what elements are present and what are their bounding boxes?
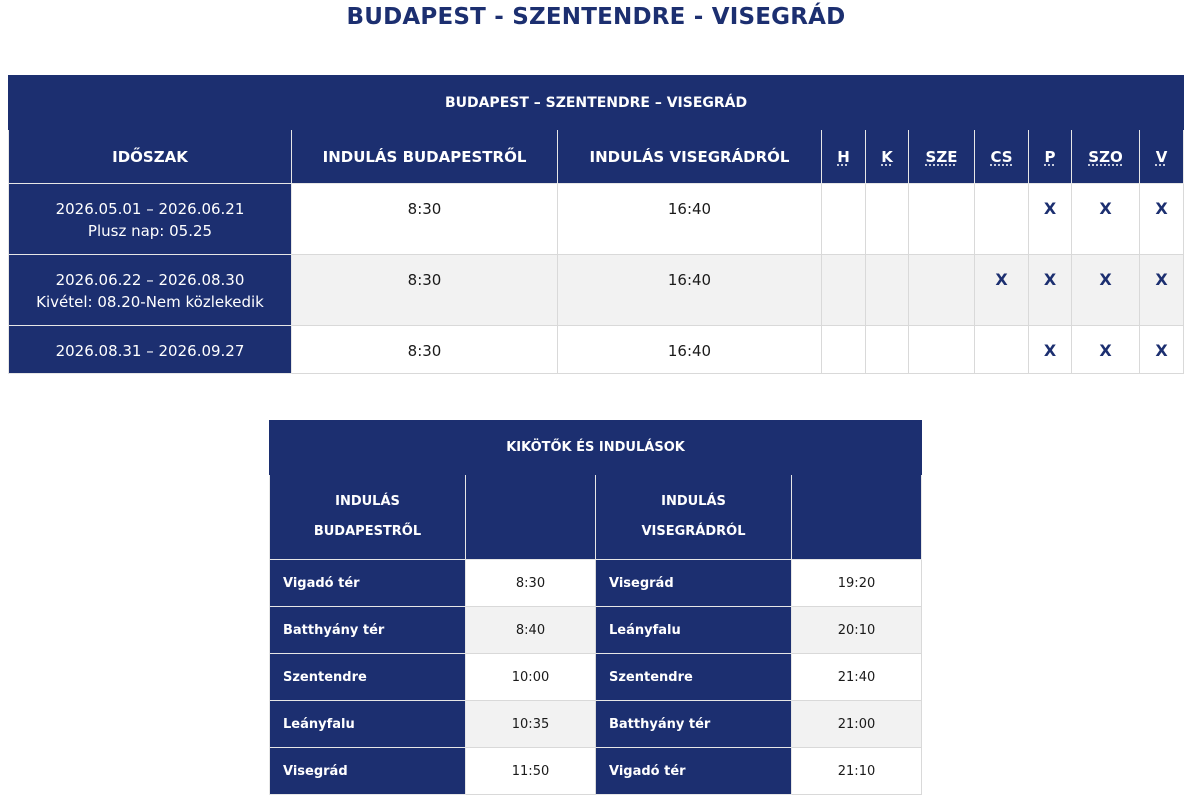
header-day-wednesday[interactable] <box>909 130 975 184</box>
header-day-thursday[interactable] <box>975 130 1029 184</box>
table-row <box>270 560 922 607</box>
period-note: Kivétel: 08.20-Nem közlekedik <box>36 293 264 311</box>
day-mark <box>909 255 975 326</box>
day-mark <box>909 184 975 255</box>
departure-budapest: 8:30 <box>292 326 558 374</box>
out-time: 8:40 <box>466 607 596 654</box>
day-abbr[interactable]: H <box>837 147 850 166</box>
period-cell <box>9 184 292 255</box>
departure-visegrad: 16:40 <box>558 184 822 255</box>
day-mark: X <box>1140 184 1184 255</box>
table-row <box>9 184 1184 255</box>
table-row <box>270 607 922 654</box>
day-mark: X <box>1140 255 1184 326</box>
ports-table <box>269 420 922 795</box>
day-mark: X <box>1072 255 1140 326</box>
day-mark: X <box>1072 184 1140 255</box>
out-time: 10:00 <box>466 654 596 701</box>
day-mark <box>909 326 975 374</box>
header-line: BUDAPESTRŐL <box>313 524 422 539</box>
schedule-caption: BUDAPEST – SZENTENDRE – VISEGRÁD <box>9 76 1184 130</box>
day-abbr[interactable]: CS <box>990 147 1013 166</box>
day-mark: X <box>1072 326 1140 374</box>
back-time: 19:20 <box>792 560 922 607</box>
header-day-monday[interactable] <box>822 130 866 184</box>
departure-budapest: 8:30 <box>292 184 558 255</box>
day-mark <box>822 255 866 326</box>
table-row <box>270 654 922 701</box>
header-day-sunday[interactable] <box>1140 130 1184 184</box>
table-row <box>270 748 922 795</box>
header-out-times <box>466 475 596 560</box>
day-mark <box>822 326 866 374</box>
header-back-times <box>792 475 922 560</box>
back-time: 21:10 <box>792 748 922 795</box>
back-port: Leányfalu <box>596 607 792 654</box>
out-time: 8:30 <box>466 560 596 607</box>
period-range: 2026.06.22 – 2026.08.30 <box>55 271 245 289</box>
header-out-ports <box>270 475 466 560</box>
period-cell <box>9 326 292 374</box>
table-row <box>270 701 922 748</box>
header-line: INDULÁS <box>335 494 400 509</box>
day-abbr[interactable]: SZE <box>925 147 958 166</box>
period-cell <box>9 255 292 326</box>
back-port: Visegrád <box>596 560 792 607</box>
day-mark <box>866 184 909 255</box>
schedule-table <box>8 75 1184 374</box>
header-from-budapest: INDULÁS BUDAPESTRŐL <box>292 130 558 184</box>
out-port: Szentendre <box>270 654 466 701</box>
header-day-friday[interactable] <box>1029 130 1072 184</box>
out-port: Visegrád <box>270 748 466 795</box>
day-mark <box>866 326 909 374</box>
back-time: 21:40 <box>792 654 922 701</box>
day-mark <box>975 184 1029 255</box>
day-abbr[interactable]: K <box>881 147 893 166</box>
header-from-visegrad: INDULÁS VISEGRÁDRÓL <box>558 130 822 184</box>
table-row <box>9 326 1184 374</box>
header-day-tuesday[interactable] <box>866 130 909 184</box>
period-note: Plusz nap: 05.25 <box>87 222 213 240</box>
back-port: Szentendre <box>596 654 792 701</box>
day-mark <box>975 326 1029 374</box>
back-time: 20:10 <box>792 607 922 654</box>
out-port: Vigadó tér <box>270 560 466 607</box>
back-port: Vigadó tér <box>596 748 792 795</box>
period-range: 2026.05.01 – 2026.06.21 <box>55 200 245 218</box>
day-abbr[interactable]: V <box>1155 147 1168 166</box>
page-title: BUDAPEST - SZENTENDRE - VISEGRÁD <box>346 4 846 30</box>
out-time: 10:35 <box>466 701 596 748</box>
table-row <box>9 255 1184 326</box>
period-range: 2026.08.31 – 2026.09.27 <box>55 342 245 360</box>
day-mark: X <box>1029 184 1072 255</box>
header-back-ports <box>596 475 792 560</box>
departure-visegrad: 16:40 <box>558 326 822 374</box>
header-line: VISEGRÁDRÓL <box>641 524 746 539</box>
day-mark: X <box>1029 255 1072 326</box>
day-mark: X <box>1029 326 1072 374</box>
out-time: 11:50 <box>466 748 596 795</box>
day-mark <box>822 184 866 255</box>
out-port: Batthyány tér <box>270 607 466 654</box>
day-mark: X <box>975 255 1029 326</box>
day-mark: X <box>1140 326 1184 374</box>
out-port: Leányfalu <box>270 701 466 748</box>
day-mark <box>866 255 909 326</box>
back-time: 21:00 <box>792 701 922 748</box>
ports-caption: KIKÖTŐK ÉS INDULÁSOK <box>270 421 922 475</box>
day-abbr[interactable]: P <box>1044 147 1056 166</box>
day-abbr[interactable]: SZO <box>1088 147 1123 166</box>
header-line: INDULÁS <box>661 494 726 509</box>
header-day-saturday[interactable] <box>1072 130 1140 184</box>
departure-budapest: 8:30 <box>292 255 558 326</box>
back-port: Batthyány tér <box>596 701 792 748</box>
departure-visegrad: 16:40 <box>558 255 822 326</box>
header-period: IDŐSZAK <box>9 130 292 184</box>
